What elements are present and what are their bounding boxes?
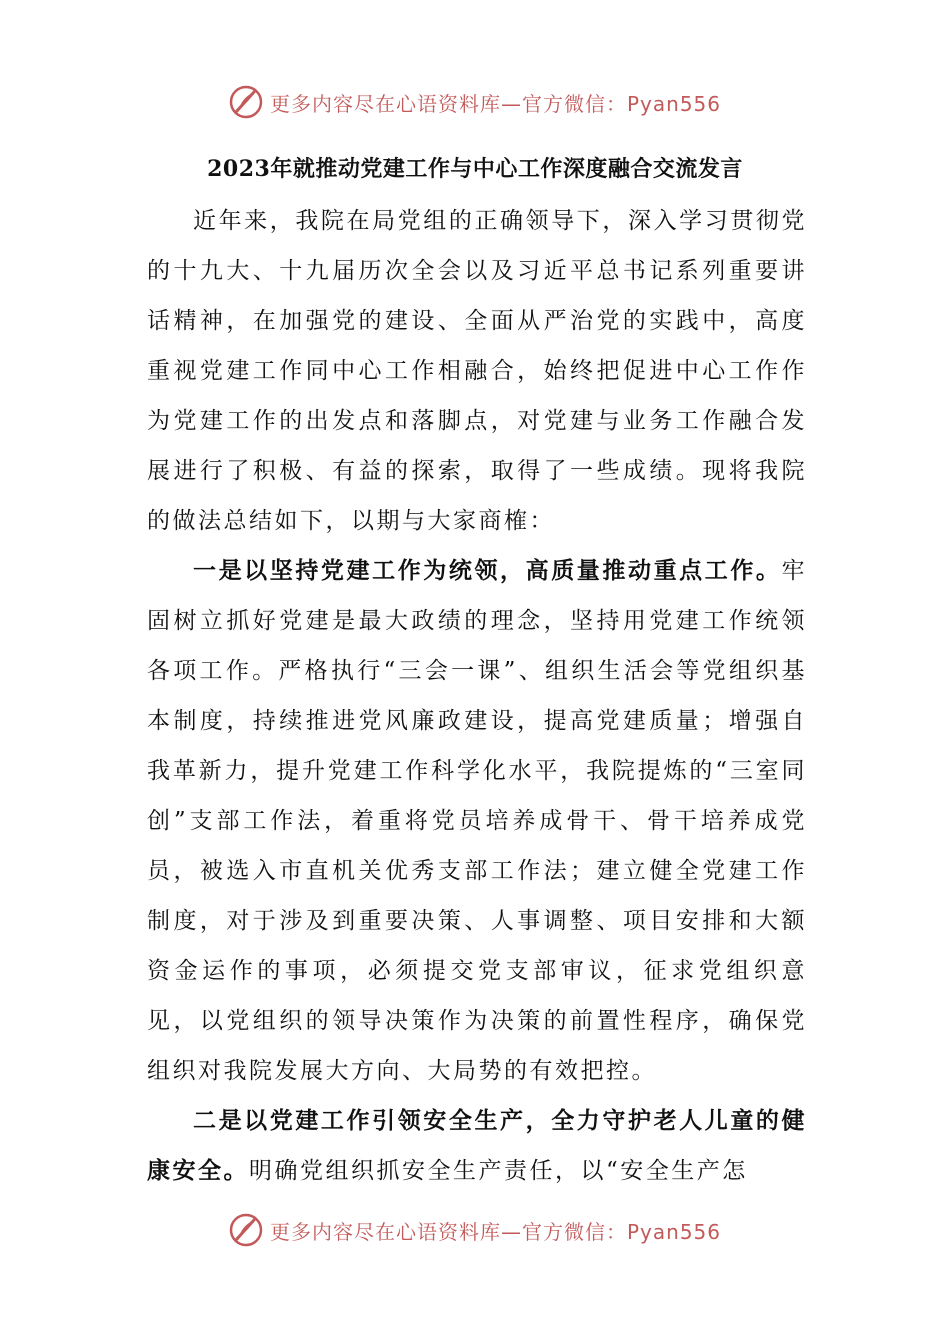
paragraph-text: 明确党组织抓安全生产责任，以“安全生产怎 (249, 1158, 748, 1184)
paragraph-text: 近年来，我院在局党组的正确领导下，深入学习贯彻党的十九大、十九届历次全会以及习近平总书记系列重要讲话精神，在加强党的建设、全面从严治党的实践中，高度重视党建工作同中心工作相融合，始终把促进中心工作作为党建工作的出发点和落脚点，对党建与业务工作融合发展进行了积极、有益的探索，取得了一些成绩。现将我院的做法总结如下，以期与大家商榷： (147, 208, 807, 534)
footer-banner-text: 更多内容尽在心语资料库—官方微信：Pyan556 (270, 1219, 722, 1244)
paragraph-heading: 二是以党建工作引领安全生产，全力守护老人儿童的健康安全。 (147, 1107, 807, 1184)
paragraph-heading: 一是以坚持党建工作为统领，高质量推动重点工作。 (193, 557, 782, 584)
quill-logo-icon (228, 84, 264, 120)
document-title: 2023年就推动党建工作与中心工作深度融合交流发言 (207, 156, 743, 182)
paragraph-point-1 (147, 546, 807, 1096)
footer-banner (228, 1210, 748, 1250)
document-body (147, 196, 807, 1196)
header-banner-text: 更多内容尽在心语资料库—官方微信：Pyan556 (270, 91, 722, 116)
header-banner (228, 82, 748, 122)
paragraph-point-2 (147, 1096, 807, 1196)
paragraph-intro (147, 196, 807, 546)
paragraph-text: 牢固树立抓好党建是最大政绩的理念，坚持用党建工作统领各项工作。严格执行“三会一课”、组织生活会等党组织基本制度，持续推进党风廉政建设，提高党建质量；增强自我革新力，提升党建工作科学化水平，我院提炼的“三室同创”支部工作法，着重将党员培养成骨干、骨干培养成党员，被选入市直机关优秀支部工作法；建立健全党建工作制度，对于涉及到重要决策、人事调整、项目安排和大额资金运作的事项，必须提交党支部审议，征求党组织意见，以党组织的领导决策作为决策的前置性程序，确保党组织对我院发展大方向、大局势的有效把控。 (147, 558, 807, 1084)
quill-logo-icon (228, 1212, 264, 1248)
